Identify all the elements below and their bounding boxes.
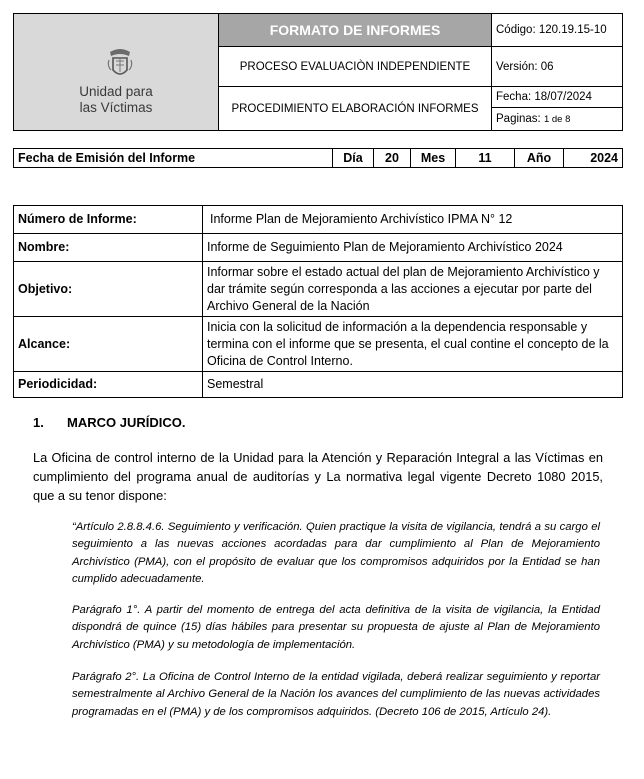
info-value: Inicia con la solicitud de información a la dependencia responsable y termina con el informe que se presenta, el cual contine el concepto de la Oficina de Control Interno.: [203, 317, 623, 372]
document-header: [13, 13, 623, 131]
header-middle: [219, 14, 492, 130]
report-info-table: [13, 205, 623, 398]
emission-date-label: Fecha de Emisión del Informe: [14, 149, 333, 168]
date-label: Fecha: 18/07/2024: [492, 87, 622, 108]
day-label: Día: [333, 149, 374, 168]
info-value: Informe de Seguimiento Plan de Mejoramiento Archivístico 2024: [203, 234, 623, 262]
quote-paragraph-2: Parágrafo 2°. La Oficina de Control Interno de la entidad vigilada, deberá realizar seguimiento y reportar semestralmente al Archivo General de la Nación los avances del cumplimiento de las nuevas actividades programadas en el (PMA) y de los compromisos adquiridos. (Decreto 106 de 2015, Artículo 24).: [72, 671, 600, 718]
section-number: 1.: [33, 415, 44, 430]
info-value: Semestral: [203, 372, 623, 398]
year-label: Año: [515, 149, 564, 168]
coat-of-arms-icon: [107, 48, 133, 80]
table-row: [14, 206, 623, 234]
logo-area: [14, 14, 219, 130]
quote-article: “Artículo 2.8.8.4.6. Seguimiento y verificación. Quien practique la visita de vigilancia, tendrá a su cargo el seguimiento a las nuevas acciones acordadas para dar cumplimiento al Plan de Mejoramiento Archivístico (PMA), con el propósito de evaluar que los compromisos adquiridos por la Entidad se han cumplido adecuadamente.: [72, 521, 600, 586]
procedure-name: PROCEDIMIENTO ELABORACIÓN INFORMES: [231, 102, 479, 115]
code-label: Código: 120.19.15-10: [492, 14, 622, 47]
section-heading: [33, 415, 185, 430]
intro-paragraph: La Oficina de control interno de la Unidad para la Atención y Reparación Integral a las Víctimas en cumplimiento del programa anual de auditorías y La normativa legal vigente Decreto 1080 2015, que a su tenor dispone:: [33, 450, 603, 503]
pages-label-text: Paginas:: [496, 113, 541, 125]
emission-date-row: [13, 148, 623, 168]
info-key: Objetivo:: [14, 262, 203, 317]
info-key: Periodicidad:: [14, 372, 203, 398]
info-value: Informar sobre el estado actual del plan de Mejoramiento Archivístico y dar trámite según corresponda a las acciones a ejecutar por parte del Archivo General de la Nación: [203, 262, 623, 317]
section-title: MARCO JURÍDICO.: [67, 415, 186, 430]
info-key: Número de Informe:: [14, 206, 203, 234]
pages-value: 1 de 8: [543, 113, 571, 125]
info-value: Informe Plan de Mejoramiento Archivístico IPMA N° 12: [203, 206, 623, 234]
info-key: Nombre:: [14, 234, 203, 262]
month-label: Mes: [411, 149, 456, 168]
month-value: 11: [456, 149, 515, 168]
pages-label: [492, 108, 622, 130]
year-value: 2024: [564, 149, 623, 168]
header-right: [492, 14, 622, 130]
logo-text: [14, 84, 218, 116]
logo-line-1: Unidad para: [79, 84, 153, 99]
table-row: [14, 317, 623, 372]
table-row: [14, 372, 623, 398]
day-value: 20: [374, 149, 411, 168]
logo-line-2: las Víctimas: [79, 100, 153, 115]
info-key: Alcance:: [14, 317, 203, 372]
quote-paragraph-1: Parágrafo 1°. A partir del momento de entrega del acta definitiva de la visita de vigilancia, la Entidad dispondrá de quince (15) días hábiles para presentar su propuesta de ajuste al Plan de Mejoramiento Archivístico (PMA) y su metodología de implementación.: [72, 604, 600, 651]
format-title: FORMATO DE INFORMES: [219, 14, 491, 47]
table-row: [14, 234, 623, 262]
version-label: Versión: 06: [492, 47, 622, 87]
process-name: PROCESO EVALUACIÒN INDEPENDIENTE: [219, 47, 491, 87]
table-row: [14, 262, 623, 317]
